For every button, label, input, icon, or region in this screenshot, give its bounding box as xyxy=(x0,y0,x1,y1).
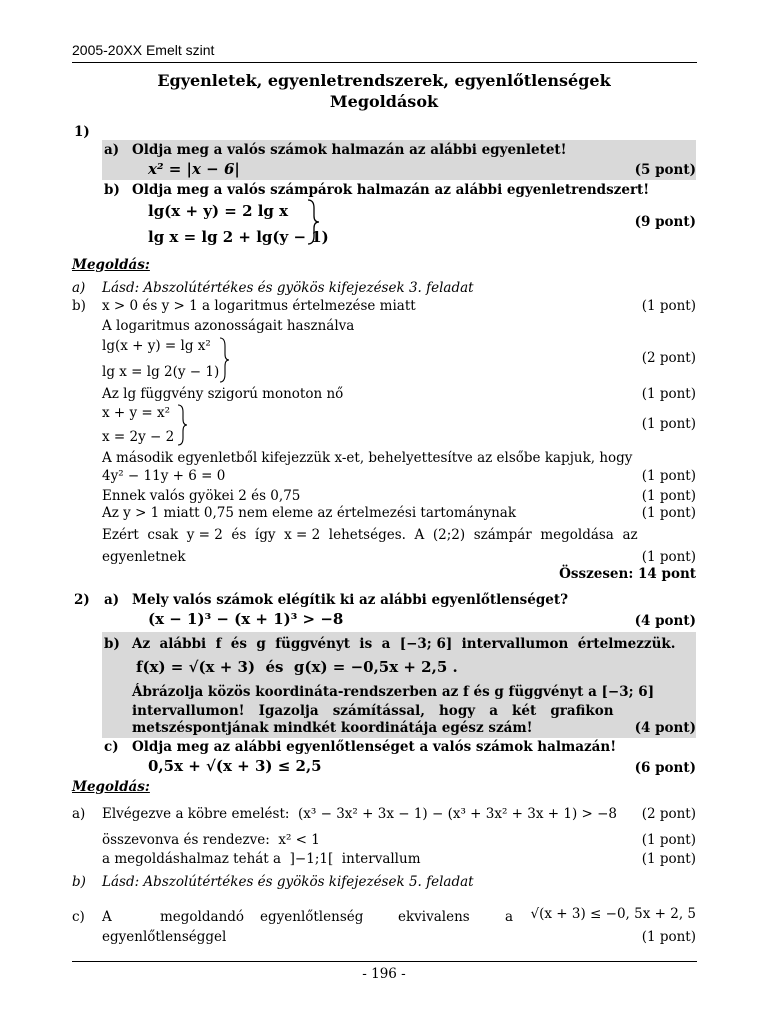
page-title: Egyenletek, egyenletrendszerek, egyenlőtlenségek xyxy=(157,71,611,90)
problem-1a-label: a) xyxy=(104,142,120,158)
solution-2c-word-3: egyenlőtlenség xyxy=(260,909,364,925)
problem-2c-text: Oldja meg az alábbi egyenlőtlenséget a valós számok halmazán! xyxy=(132,739,617,755)
problem-1b-label: b) xyxy=(104,182,120,198)
solution-1-line-3: lg(x + y) = lg x² xyxy=(102,338,211,354)
problem-2b-points: (4 pont) xyxy=(634,720,696,736)
solution-2c-label: c) xyxy=(72,909,85,925)
problem-2c-points: (6 pont) xyxy=(634,760,696,776)
solution-1-line-12: Ezért csak y = 2 és így x = 2 lehetséges. A (2;2) számpár megoldása az xyxy=(102,527,638,543)
right-brace-icon xyxy=(218,336,230,384)
solution-2b-text: Lásd: Abszolútértékes és gyökös kifejezések 5. feladat xyxy=(102,874,474,890)
solution-1-line-8: A második egyenletből kifejezzük x-et, behelyettesítve az elsőbe kapjuk, hogy xyxy=(102,450,633,466)
problem-1b-equation-2: lg x = lg 2 + lg(y − 1) xyxy=(148,228,329,246)
solution-1-line-4-points: (2 pont) xyxy=(641,350,696,366)
problem-1a-text: Oldja meg a valós számok halmazán az alábbi egyenletet! xyxy=(132,142,567,158)
solution-1a-text: Lásd: Abszolútértékes és gyökös kifejezések 3. feladat xyxy=(102,280,474,296)
solution-1b-label: b) xyxy=(72,298,86,314)
solution-1-line-11: Az y > 1 miatt 0,75 nem eleme az értelmezési tartománynak xyxy=(102,505,516,521)
solution-2a-line-2-points: (1 pont) xyxy=(641,832,696,848)
solution-1-line-10: Ennek valós gyökei 2 és 0,75 xyxy=(102,488,301,504)
solution-2-heading: Megoldás: xyxy=(72,779,150,795)
problem-2a-equation: (x − 1)³ − (x + 1)³ > −8 xyxy=(148,610,344,628)
running-header: 2005-20XX Emelt szint xyxy=(72,42,215,58)
problem-2b-label: b) xyxy=(104,636,120,652)
problem-2b-line-2: f(x) = √(x + 3) és g(x) = −0,5x + 2,5 . xyxy=(136,658,458,676)
problem-2a-points: (4 pont) xyxy=(634,613,696,629)
problem-2b-line-3: Ábrázolja közös koordináta-rendszerben az f és g függvényt a [−3; 6] xyxy=(132,684,655,700)
solution-2a-line-3: a megoldáshalmaz tehát a ]−1;1[ intervallum xyxy=(102,851,421,867)
problem-2c-equation: 0,5x + √(x + 3) ≤ 2,5 xyxy=(148,757,322,775)
page-number: - 196 - xyxy=(362,966,406,982)
problem-2a-label: a) xyxy=(104,592,120,608)
page-subtitle: Megoldások xyxy=(329,92,439,111)
solution-2c-points: (1 pont) xyxy=(641,929,696,945)
problem-2c-label: c) xyxy=(104,739,119,755)
solution-1-line-11-points: (1 pont) xyxy=(641,505,696,521)
solution-1-line-13: egyenletnek xyxy=(102,549,186,565)
solution-2c-word-4: ekvivalens xyxy=(398,909,470,925)
solution-2a-line-3-points: (1 pont) xyxy=(641,851,696,867)
problem-1a-points: (5 pont) xyxy=(634,162,696,178)
problem-2b-line-1: Az alábbi f és g függvényt is a [−3; 6] intervallumon értelmezzük. xyxy=(132,636,676,652)
right-brace-icon xyxy=(176,403,188,447)
solution-1-line-9-points: (1 pont) xyxy=(641,468,696,484)
footer-rule xyxy=(72,961,697,962)
solution-2c-word-2: megoldandó xyxy=(160,909,245,925)
solution-1-line-1-points: (1 pont) xyxy=(641,298,696,314)
solution-1a-label: a) xyxy=(72,280,86,296)
solution-2c-equation: √(x + 3) ≤ −0, 5x + 2, 5 xyxy=(530,906,696,922)
problem-2b-line-4: intervallumon! Igazolja számítással, hogy a két grafikon xyxy=(132,703,614,719)
solution-1-line-7-points: (1 pont) xyxy=(641,416,696,432)
solution-1-line-7: x = 2y − 2 xyxy=(102,429,175,445)
header-rule xyxy=(72,62,697,63)
solution-1-line-10-points: (1 pont) xyxy=(641,488,696,504)
solution-2a-line-1-points: (2 pont) xyxy=(641,806,696,822)
solution-1-line-5-points: (1 pont) xyxy=(641,386,696,402)
problem-1b-points: (9 pont) xyxy=(634,214,696,230)
solution-1-line-6: x + y = x² xyxy=(102,405,171,421)
problem-2b-line-5: metszéspontjának mindkét koordinátája egész szám! xyxy=(132,720,533,736)
problem-1a-equation: x² = |x − 6| xyxy=(148,160,240,178)
solution-2a-line-1: Elvégezve a köbre emelést: (x³ − 3x² + 3x − 1) − (x³ + 3x² + 3x + 1) > −8 xyxy=(102,806,618,822)
solution-1-heading: Megoldás: xyxy=(72,257,150,273)
solution-2c-word-1: A xyxy=(102,909,112,925)
solution-1-line-2: A logaritmus azonosságait használva xyxy=(102,318,355,334)
solution-2b-label: b) xyxy=(72,874,86,890)
solution-1-total: Összesen: 14 pont xyxy=(559,566,696,582)
solution-2c-word-5: a xyxy=(505,909,514,925)
problem-number-2: 2) xyxy=(74,592,90,608)
right-brace-icon xyxy=(306,198,320,246)
solution-1-line-9: 4y² − 11y + 6 = 0 xyxy=(102,468,226,484)
problem-1b-equation-1: lg(x + y) = 2 lg x xyxy=(148,202,289,220)
solution-2a-label: a) xyxy=(72,806,86,822)
solution-2a-line-2: összevonva és rendezve: x² < 1 xyxy=(102,832,320,848)
problem-1b-text: Oldja meg a valós számpárok halmazán az alábbi egyenletrendszert! xyxy=(132,182,650,198)
problem-2a-text: Mely valós számok elégítik ki az alábbi egyenlőtlenséget? xyxy=(132,592,569,608)
solution-1-line-1: x > 0 és y > 1 a logaritmus értelmezése miatt xyxy=(102,298,416,314)
solution-1-line-4: lg x = lg 2(y − 1) xyxy=(102,364,220,380)
solution-1-line-13-points: (1 pont) xyxy=(641,549,696,565)
solution-1-line-5: Az lg függvény szigorú monoton nő xyxy=(102,386,344,402)
solution-2c-line-2: egyenlőtlenséggel xyxy=(102,929,227,945)
problem-number-1: 1) xyxy=(74,124,90,140)
